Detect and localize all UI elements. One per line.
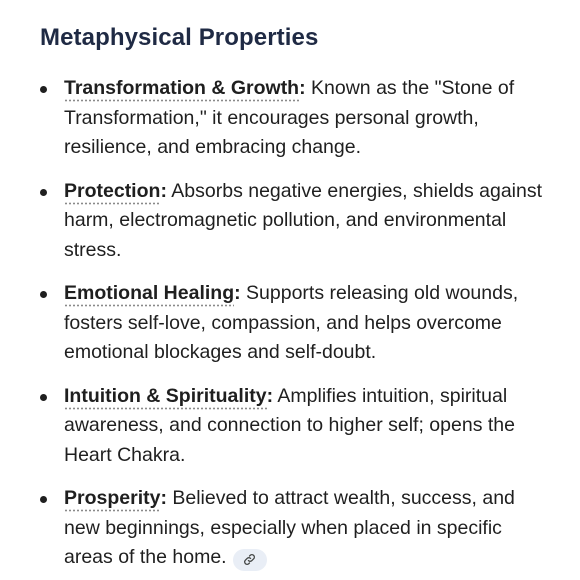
source-link-button[interactable] <box>233 549 267 571</box>
term-colon: : <box>266 384 274 407</box>
item-description: Known as the "Stone of Transformation," it encourages personal growth, resilience, and embracing change. <box>64 77 515 158</box>
term-link[interactable]: Protection <box>64 180 160 205</box>
properties-list <box>40 74 550 573</box>
list-item <box>40 279 550 368</box>
term-colon: : <box>234 282 241 304</box>
term-link[interactable]: Intuition & Spirituality <box>64 385 267 410</box>
term-colon: : <box>160 487 167 509</box>
bullet-icon <box>40 189 47 196</box>
term-colon: : <box>160 179 167 202</box>
item-description: Supports releasing old wounds, fosters self-love, compassion, and helps overcome emotional blockages and self-doubt. <box>64 282 519 363</box>
item-description: Absorbs negative energies, shields against harm, electromagnetic pollution, and environmental stress. <box>64 179 543 261</box>
list-item <box>40 484 550 573</box>
term-link[interactable]: Transformation & Growth <box>64 77 299 102</box>
item-description: Amplifies intuition, spiritual awareness, and connection to higher self; opens the Heart Chakra. <box>64 384 515 466</box>
section-heading: Metaphysical Properties <box>40 24 319 51</box>
bullet-icon <box>40 86 47 93</box>
bullet-icon <box>40 394 47 401</box>
term-link[interactable]: Prosperity <box>64 487 160 512</box>
term-link[interactable]: Emotional Healing <box>64 282 234 307</box>
link-icon <box>243 553 256 566</box>
bullet-icon <box>40 496 47 503</box>
list-item <box>40 382 550 471</box>
item-description: Believed to attract wealth, success, and new beginnings, especially when placed in specific areas of the home. <box>64 487 515 568</box>
list-item <box>40 74 550 163</box>
list-item <box>40 177 550 266</box>
term-colon: : <box>299 77 306 99</box>
bullet-icon <box>40 291 47 298</box>
